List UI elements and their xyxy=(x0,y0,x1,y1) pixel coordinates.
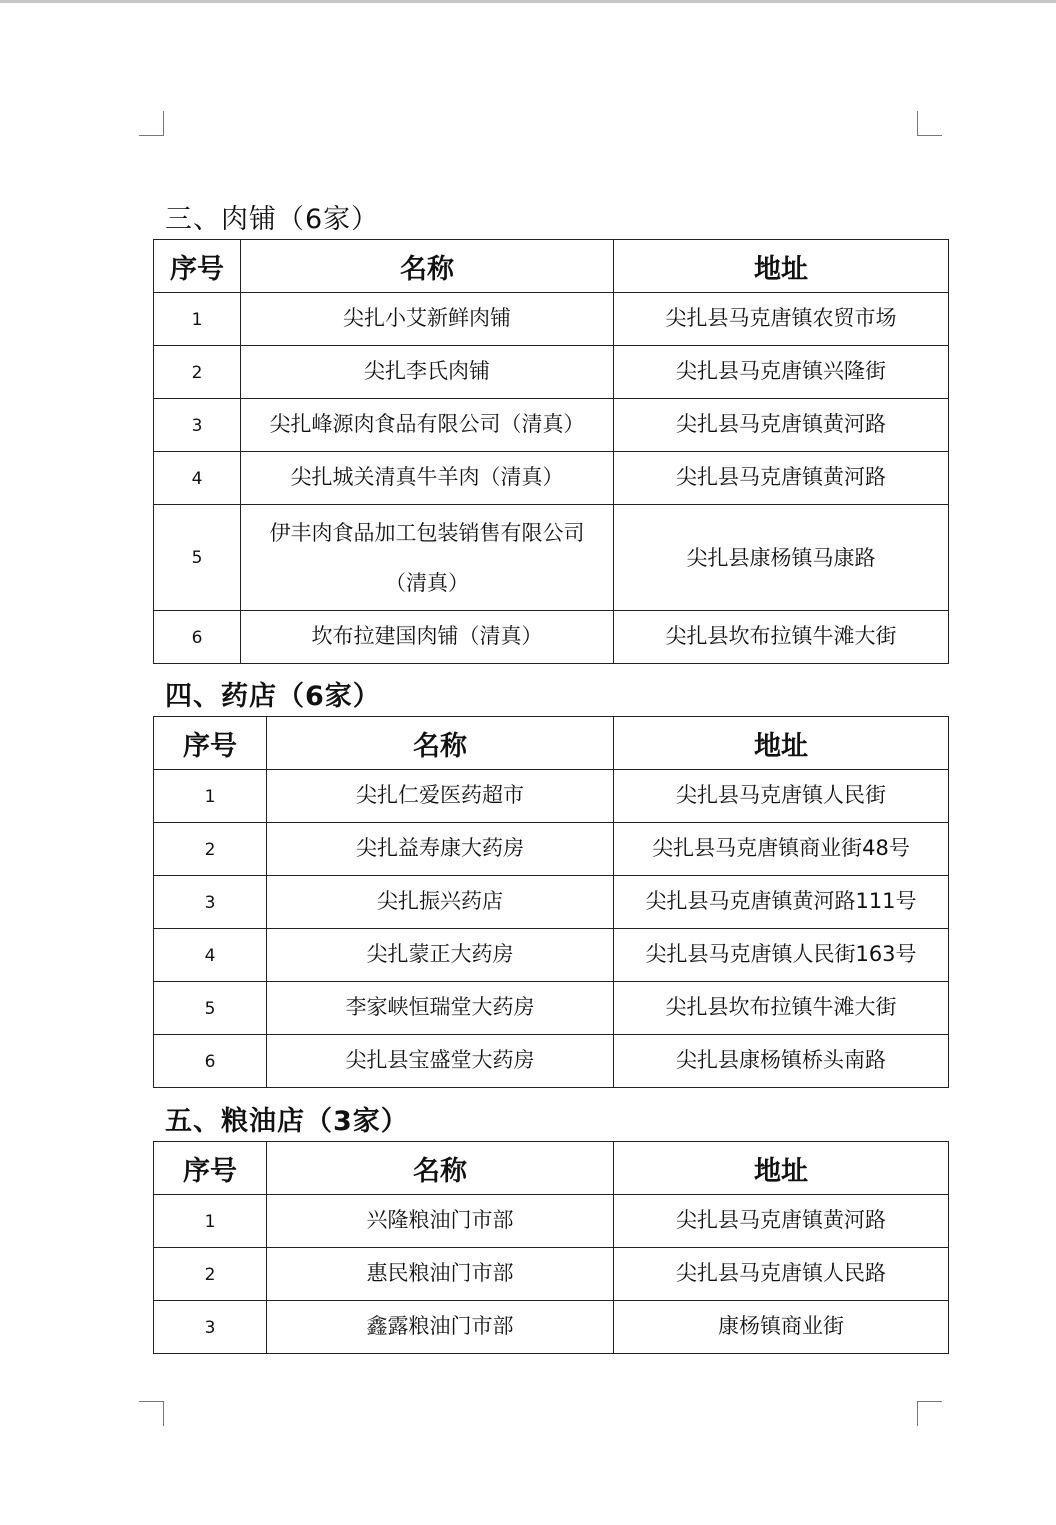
crop-mark-top-right xyxy=(917,111,942,136)
header-name: 名称 xyxy=(267,717,614,770)
header-address: 地址 xyxy=(614,240,949,293)
row-address: 尖扎县马克唐镇人民路 xyxy=(614,1248,949,1301)
meat-shop-table xyxy=(153,239,949,664)
header-index: 序号 xyxy=(154,240,241,293)
row-index: 1 xyxy=(154,293,241,346)
table-row xyxy=(154,876,949,929)
row-name: 尖扎益寿康大药房 xyxy=(267,823,614,876)
row-address: 尖扎县马克唐镇黄河路 xyxy=(614,1195,949,1248)
table-row xyxy=(154,1301,949,1354)
header-address: 地址 xyxy=(614,1142,949,1195)
table-header-row xyxy=(154,1142,949,1195)
table-row xyxy=(154,346,949,399)
row-address: 尖扎县康杨镇桥头南路 xyxy=(614,1035,949,1088)
table-row xyxy=(154,1035,949,1088)
row-address: 尖扎县马克唐镇黄河路111号 xyxy=(614,876,949,929)
pharmacy-table xyxy=(153,716,949,1088)
row-index: 3 xyxy=(154,399,241,452)
row-index: 2 xyxy=(154,1248,267,1301)
table-row xyxy=(154,505,949,611)
header-name: 名称 xyxy=(267,1142,614,1195)
document-page xyxy=(0,3,1056,1525)
row-address: 尖扎县坎布拉镇牛滩大街 xyxy=(614,611,949,664)
row-index: 6 xyxy=(154,611,241,664)
table-header-row xyxy=(154,240,949,293)
row-name: 李家峡恒瑞堂大药房 xyxy=(267,982,614,1035)
table-row xyxy=(154,1248,949,1301)
row-address: 尖扎县马克唐镇黄河路 xyxy=(614,399,949,452)
row-name: 尖扎城关清真牛羊肉（清真） xyxy=(241,452,614,505)
row-name: 尖扎仁爱医药超市 xyxy=(267,770,614,823)
row-address: 尖扎县坎布拉镇牛滩大街 xyxy=(614,982,949,1035)
section-title-pharmacy: 四、药店（6家） xyxy=(165,681,381,712)
table-header-row xyxy=(154,717,949,770)
row-index: 5 xyxy=(154,982,267,1035)
row-name: 尖扎李氏肉铺 xyxy=(241,346,614,399)
row-address: 尖扎县马克唐镇农贸市场 xyxy=(614,293,949,346)
row-name: 坎布拉建国肉铺（清真） xyxy=(241,611,614,664)
table-row xyxy=(154,982,949,1035)
row-address: 尖扎县马克唐镇兴隆街 xyxy=(614,346,949,399)
row-index: 5 xyxy=(154,505,241,611)
crop-mark-bottom-left xyxy=(139,1401,164,1426)
header-address: 地址 xyxy=(614,717,949,770)
row-index: 2 xyxy=(154,823,267,876)
row-index: 1 xyxy=(154,1195,267,1248)
header-name: 名称 xyxy=(241,240,614,293)
table-row xyxy=(154,770,949,823)
row-index: 1 xyxy=(154,770,267,823)
section-title-meat: 三、肉铺（6家） xyxy=(165,204,380,235)
table-row xyxy=(154,611,949,664)
row-address: 尖扎县马克唐镇商业街48号 xyxy=(614,823,949,876)
row-name: 伊丰肉食品加工包装销售有限公司（清真） xyxy=(241,505,614,611)
row-address: 尖扎县马克唐镇人民街 xyxy=(614,770,949,823)
row-name: 惠民粮油门市部 xyxy=(267,1248,614,1301)
row-index: 3 xyxy=(154,876,267,929)
table-row xyxy=(154,823,949,876)
row-index: 3 xyxy=(154,1301,267,1354)
row-address: 康杨镇商业街 xyxy=(614,1301,949,1354)
row-index: 4 xyxy=(154,452,241,505)
row-index: 4 xyxy=(154,929,267,982)
crop-mark-bottom-right xyxy=(917,1401,942,1426)
row-address: 尖扎县马克唐镇人民街163号 xyxy=(614,929,949,982)
header-index: 序号 xyxy=(154,717,267,770)
row-index: 6 xyxy=(154,1035,267,1088)
table-row xyxy=(154,1195,949,1248)
row-name: 尖扎峰源肉食品有限公司（清真） xyxy=(241,399,614,452)
table-row xyxy=(154,452,949,505)
header-index: 序号 xyxy=(154,1142,267,1195)
table-row xyxy=(154,399,949,452)
row-name: 尖扎振兴药店 xyxy=(267,876,614,929)
table-row xyxy=(154,293,949,346)
row-name: 兴隆粮油门市部 xyxy=(267,1195,614,1248)
row-address: 尖扎县康杨镇马康路 xyxy=(614,505,949,611)
section-title-grain-oil: 五、粮油店（3家） xyxy=(165,1106,409,1137)
row-name: 鑫露粮油门市部 xyxy=(267,1301,614,1354)
row-name: 尖扎县宝盛堂大药房 xyxy=(267,1035,614,1088)
grain-oil-table xyxy=(153,1141,949,1354)
row-index: 2 xyxy=(154,346,241,399)
crop-mark-top-left xyxy=(139,111,164,136)
row-name: 尖扎蒙正大药房 xyxy=(267,929,614,982)
row-address: 尖扎县马克唐镇黄河路 xyxy=(614,452,949,505)
row-name: 尖扎小艾新鲜肉铺 xyxy=(241,293,614,346)
table-row xyxy=(154,929,949,982)
